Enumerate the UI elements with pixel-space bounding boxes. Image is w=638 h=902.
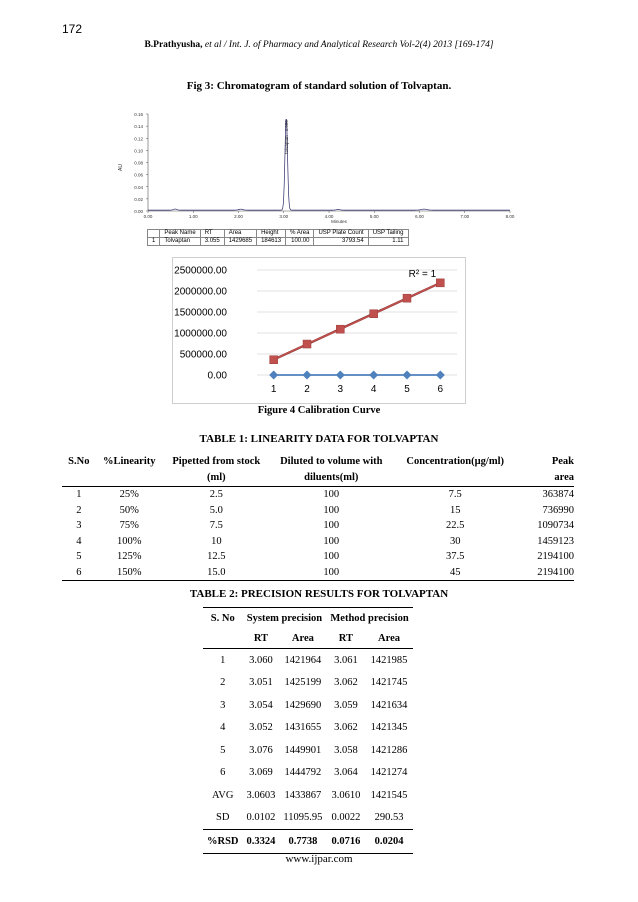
peak-cell: 184613 <box>257 238 286 246</box>
peak-cell: 1 <box>148 238 160 246</box>
table-cell: 45 <box>393 565 518 581</box>
header-cell <box>62 470 96 487</box>
table-cell: 10 <box>211 535 222 547</box>
table-cell: 2 <box>220 677 226 689</box>
chromatogram-trace <box>148 119 510 210</box>
table-cell: 22.5 <box>446 520 465 531</box>
table-cell: 1421634 <box>370 699 408 711</box>
header-cell: Diluted to volume with <box>280 456 383 467</box>
table-cell: 0.0102 <box>246 812 276 824</box>
data-point <box>336 325 344 333</box>
table-cell: 1421345 <box>370 722 408 734</box>
table-cell: 100 <box>323 504 340 516</box>
header-cell: System precision <box>243 608 327 629</box>
table-cell: 1429690 <box>284 699 322 711</box>
table-cell: 1090734 <box>537 520 574 531</box>
header-cell: (ml) <box>163 470 270 487</box>
table-row <box>203 830 413 854</box>
table-cell: 1421286 <box>370 744 408 756</box>
table-cell: 50% <box>119 504 139 516</box>
table-cell: 3.058 <box>334 744 358 756</box>
table-cell: 3.064 <box>334 767 358 779</box>
data-point <box>436 371 445 380</box>
precision-subheader-row <box>203 628 413 649</box>
table-cell: 3 <box>220 699 226 711</box>
table-cell: 3.051 <box>249 677 273 689</box>
y-tick-label: 0.08 <box>134 160 143 166</box>
x-tick-label: 3.00 <box>279 214 289 219</box>
footer-url: www.ijpar.com <box>285 853 353 865</box>
data-point <box>336 371 345 380</box>
y-tick-label: 0.00 <box>134 209 143 214</box>
peak-header-cell: Peak Name <box>160 230 200 238</box>
peak-cell: 1429685 <box>224 238 256 246</box>
linearity-table <box>62 454 574 581</box>
peak-header-cell: Area <box>224 230 256 238</box>
peak-header-cell: Height <box>257 230 286 238</box>
header-cell: %Linearity <box>103 456 156 467</box>
table-cell: 3.054 <box>249 699 273 711</box>
table-cell: 1444792 <box>284 767 322 779</box>
header-cell: S. No <box>203 608 243 629</box>
y-tick-label: 2500000.00 <box>174 265 227 277</box>
peak-table <box>147 229 409 246</box>
running-header <box>0 40 638 50</box>
table-cell: 3.076 <box>249 744 273 756</box>
table-cell: 6 <box>62 565 96 581</box>
x-tick-label: 1 <box>270 384 277 395</box>
table-cell: 290.53 <box>374 812 404 824</box>
table-cell: 150% <box>96 565 163 581</box>
table-cell: 2.5 <box>209 489 223 500</box>
precision-table <box>203 607 413 854</box>
y-tick-label: 0.10 <box>134 148 143 154</box>
table-cell: 3.060 <box>249 654 273 666</box>
peak-table-header <box>148 230 409 238</box>
table-1-title: TABLE 1: LINEARITY DATA FOR TOLVAPTAN <box>199 433 439 445</box>
table-row <box>203 717 413 740</box>
page-number: 172 <box>62 22 83 36</box>
table-cell: 3 <box>76 520 82 531</box>
y-tick-label: 500000.00 <box>179 349 227 361</box>
table-cell: 1421985 <box>370 654 408 666</box>
table-cell: 0.7738 <box>279 830 326 854</box>
table-cell: 15.0 <box>163 565 270 581</box>
table-row <box>203 784 413 807</box>
x-tick-label: 8.00 <box>505 214 515 219</box>
y-tick-label: 0.02 <box>134 196 143 202</box>
table-cell: 6 <box>220 767 226 779</box>
table-cell: %RSD <box>203 830 243 854</box>
header-cell <box>96 470 163 487</box>
table-cell: 3.0610 <box>331 789 361 801</box>
x-tick-label: 4.00 <box>324 214 334 219</box>
r-squared-label: R² = 1 <box>408 269 437 281</box>
table-cell: 125% <box>117 551 142 562</box>
table-row <box>62 503 574 519</box>
data-point <box>403 294 411 302</box>
y-tick-label: 0.00 <box>207 370 227 382</box>
table-cell: 5.0 <box>209 504 223 516</box>
x-tick-label: 7.00 <box>460 214 470 219</box>
x-tick-label: 1.00 <box>188 214 198 219</box>
table-row <box>62 549 574 565</box>
table-row <box>62 487 574 503</box>
table-cell: 3.0603 <box>246 789 276 801</box>
linearity-header-row <box>62 470 574 487</box>
figure-4-caption: Figure 4 Calibration Curve <box>257 405 381 416</box>
table-cell: 15 <box>449 504 461 516</box>
table-cell: 25% <box>119 489 139 500</box>
table-row <box>203 649 413 672</box>
peak-cell: 3793.54 <box>314 238 368 246</box>
x-axis-label: Minutes <box>331 219 347 224</box>
table-cell: 0.3324 <box>243 830 280 854</box>
table-cell: 363874 <box>542 489 574 500</box>
table-cell: 3.059 <box>334 699 358 711</box>
peak-cell: 1.11 <box>368 238 408 246</box>
y-tick-label: 0.14 <box>134 124 143 130</box>
header-cell: Area <box>279 628 326 649</box>
header-cell: area <box>518 470 574 487</box>
y-tick-label: 0.12 <box>134 136 143 142</box>
data-point <box>303 371 312 380</box>
header-cell: Peak <box>551 456 574 467</box>
table-row <box>62 518 574 534</box>
table-cell: 2194100 <box>537 551 574 562</box>
precision-header-row <box>203 608 413 629</box>
table-cell: SD <box>216 812 230 824</box>
table-cell: 1421745 <box>370 677 408 689</box>
header-cell: RT <box>243 628 280 649</box>
header-cell: diluents(ml) <box>270 470 393 487</box>
calibration-plot <box>173 258 465 403</box>
table-row <box>203 762 413 785</box>
peak-label: Tolvaptan - 3.055 <box>284 120 290 155</box>
chromatogram-figure <box>110 100 520 250</box>
x-tick-label: 2.00 <box>234 214 243 219</box>
table-cell: 3.062 <box>334 722 358 734</box>
table-cell: 30 <box>449 535 461 547</box>
table-cell: 100 <box>323 489 340 500</box>
table-cell: 3.069 <box>249 767 273 779</box>
x-tick-label: 0.00 <box>143 214 153 219</box>
table-cell: 3.061 <box>334 654 358 666</box>
table-2-title: TABLE 2: PRECISION RESULTS FOR TOLVAPTAN <box>189 588 449 600</box>
y-tick-label: 2000000.00 <box>174 286 227 298</box>
y-tick-label: 0.04 <box>134 184 143 190</box>
data-point <box>303 340 311 348</box>
table-cell: 100 <box>323 535 340 547</box>
y-tick-label: 0.06 <box>134 172 143 178</box>
chromatogram-plot <box>110 100 520 230</box>
y-tick-label: 1500000.00 <box>174 307 227 319</box>
peak-cell: Tolvaptan <box>160 238 200 246</box>
peak-cell: 100.00 <box>286 238 314 246</box>
calibration-curve-chart <box>172 257 466 404</box>
table-cell: 3.062 <box>334 677 358 689</box>
header-cell: S.No <box>68 456 90 467</box>
peak-table-row <box>148 238 409 246</box>
table-cell: 4 <box>76 535 82 547</box>
table-cell: 4 <box>220 722 226 734</box>
peak-header-cell: USP Plate Count <box>314 230 368 238</box>
table-cell: 2194100 <box>518 565 574 581</box>
table-row <box>62 565 574 581</box>
peak-header-cell: USP Tailing <box>368 230 408 238</box>
table-cell: 7.5 <box>448 489 462 500</box>
table-cell: 100 <box>323 551 340 562</box>
x-tick-label: 6.00 <box>415 214 424 219</box>
table-cell: 0.0204 <box>365 830 412 854</box>
table-cell: 5 <box>76 551 82 562</box>
table-row <box>203 807 413 830</box>
table-cell: 1459123 <box>537 535 574 547</box>
x-tick-label: 3 <box>337 384 344 395</box>
table-cell: 100 <box>270 565 393 581</box>
peak-header-cell <box>148 230 160 238</box>
table-cell: 100 <box>323 520 340 531</box>
table-cell: 1449901 <box>284 744 322 756</box>
header-cell: Area <box>365 628 412 649</box>
data-point <box>269 371 278 380</box>
table-row <box>203 694 413 717</box>
x-tick-label: 4 <box>370 384 377 395</box>
x-tick-label: 5.00 <box>369 214 379 219</box>
data-point <box>369 371 378 380</box>
table-row <box>203 739 413 762</box>
table-cell: 75% <box>119 520 139 531</box>
x-tick-label: 6 <box>437 384 444 395</box>
table-cell: AVG <box>212 789 234 801</box>
table-cell: 1433867 <box>284 789 322 801</box>
data-point <box>436 279 444 287</box>
header-cell: RT <box>326 628 365 649</box>
table-cell: 1421274 <box>370 767 408 779</box>
table-cell: 1421964 <box>284 654 322 666</box>
table-cell: 100% <box>117 535 142 547</box>
table-cell: 37.5 <box>446 551 465 562</box>
linearity-header-row <box>62 454 574 470</box>
header-cell: Method precision <box>326 608 412 629</box>
table-row <box>62 534 574 550</box>
table-cell: 736990 <box>542 504 574 516</box>
figure-3-caption: Fig 3: Chromatogram of standard solution of Tolvaptan. <box>186 80 452 92</box>
header-journal: et al / Int. J. of Pharmacy and Analytical Research Vol-2(4) 2013 [169-174] <box>202 40 494 50</box>
y-tick-label: 0.16 <box>134 112 143 117</box>
table-cell: 1421545 <box>370 789 408 801</box>
table-cell: 7.5 <box>209 520 223 531</box>
x-tick-label: 5 <box>404 384 410 395</box>
table-cell: 5 <box>220 744 226 756</box>
header-cell <box>203 628 243 649</box>
table-row <box>203 672 413 695</box>
peak-header-cell: RT <box>200 230 224 238</box>
header-cell: Concentration(µg/ml) <box>406 456 505 467</box>
table-cell: 1425199 <box>284 677 322 689</box>
header-cell: Pipetted from stock <box>172 456 261 467</box>
y-tick-label: 1000000.00 <box>174 328 227 340</box>
data-point <box>270 356 278 364</box>
table-cell: 2 <box>76 504 82 516</box>
table-cell: 12.5 <box>207 551 226 562</box>
table-cell: 3.052 <box>249 722 273 734</box>
table-cell: 1 <box>220 654 226 666</box>
table-cell: 11095.95 <box>283 812 323 824</box>
header-cell <box>393 470 518 487</box>
data-point <box>403 371 412 380</box>
peak-cell: 3.055 <box>200 238 224 246</box>
table-cell: 0.0022 <box>331 812 361 824</box>
peak-header-cell: % Area <box>286 230 314 238</box>
table-cell: 0.0716 <box>326 830 365 854</box>
header-authors: B.Prathyusha, <box>144 40 203 50</box>
table-cell: 1431655 <box>284 722 322 734</box>
x-tick-label: 2 <box>304 384 310 395</box>
data-point <box>370 310 378 318</box>
y-axis-label: AU <box>118 164 124 171</box>
series-line <box>274 283 441 360</box>
table-cell: 1 <box>76 489 82 500</box>
